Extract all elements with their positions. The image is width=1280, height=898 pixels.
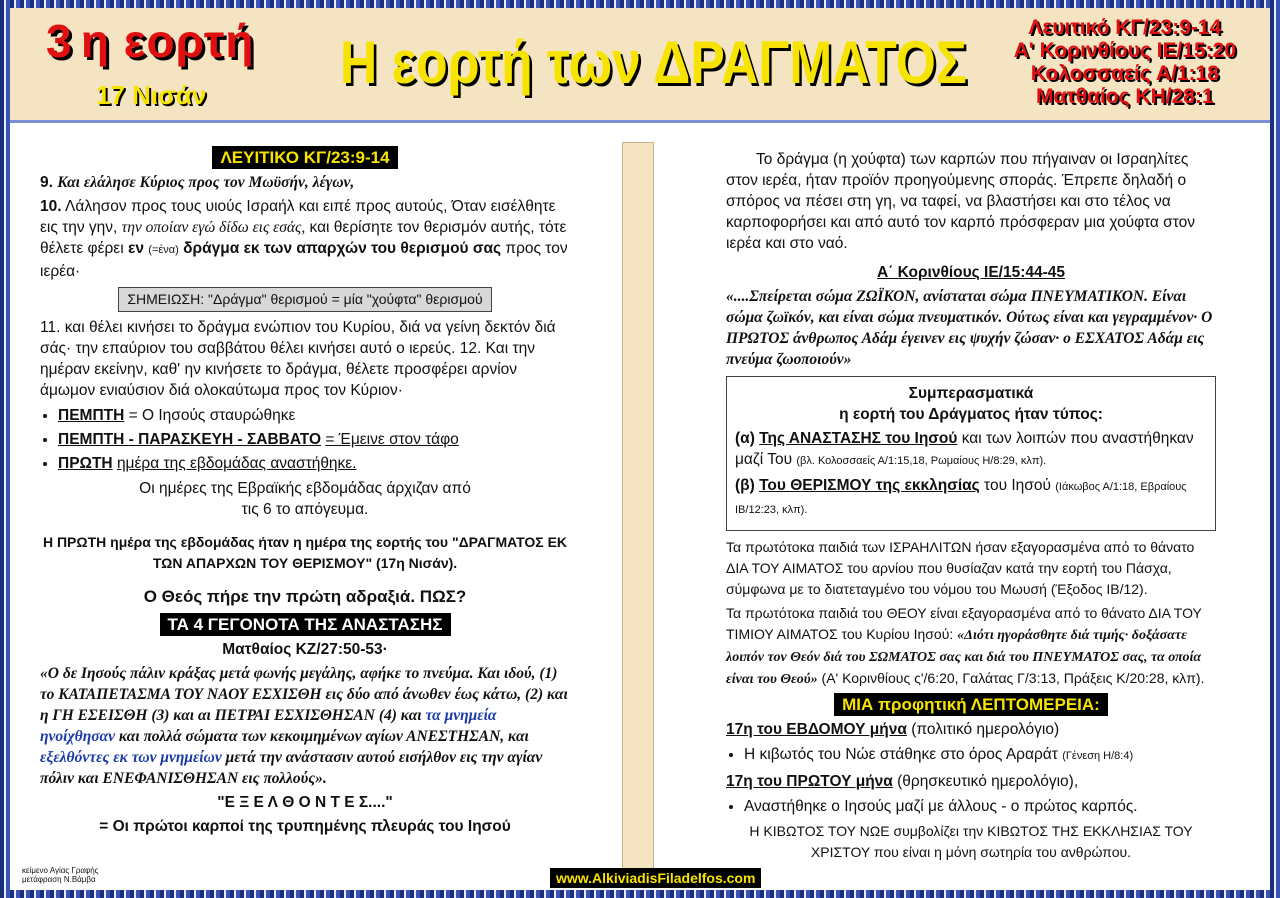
god-took: Ο Θεός πήρε την πρώτη αδραξιά. [143,587,416,606]
feast-suffix: η εορτή [80,15,255,67]
conclusion-a: (α) Της ΑΝΑΣΤΑΣΗΣ του Ιησού και των λοιπών που αναστήθηκαν μαζί Του (βλ. Κολοσσαείς Α/1:15,18, Ρωμαίους Η/8:29, κλπ). [735,430,1194,468]
seventh-month: 17η του ΕΒΔΟΜΟΥ μήνα (πολιτικό ημερολόγιο) [726,721,1060,738]
ref-line: Ματθαίος ΚΗ/28:1 [1035,85,1214,108]
days-list [40,405,570,474]
matthew-text: «Ο δε Ιησούς πάλιν κράξας μετά φωνής μεγάλης, αφήκε το πνεύμα. Και ιδού, (1) το ΚΑΤΑΠΕΤΑΣΜΑ ΤΟΥ ΝΑΟΥ ΕΣΧΙΣΘΗ εις δύο από άνωθεν έως κάτω, (2) και η ΓΗ ΕΣΕΙΣΘΗ (3) και αι ΠΕΤΡΑΙ ΕΣΧΙΣΘΗΣΑΝ (4) και τα μνημεία ηνοίχθησαν και πολλά σώματα των κεκοιμημένων αγίων ΑΝΕΣΤΗΣΑΝ, και εξελθόντες εκ των μνημείων μετά την ανάστασιν αυτού εισήλθον εις την αγίαν πόλιν και ΕΝΕΦΑΝΙΣΘΗΣΑΝ εις πολλούς». [40,665,568,787]
right-column [726,146,1216,866]
conclusion-title: Συμπερασματικά [908,385,1034,402]
firstborn-god: Τα πρωτότοκα παιδιά του ΘΕΟΥ είναι εξαγορασμένα από το θάνατο ΔΙΑ ΤΟΥ ΤΙΜΙΟΥ ΑΙΜΑΤΟΣ του Κυρίου Ιησού: «Διότι ηγοράσθητε διά τιμής· δοξάσατε λοιπόν τον Θεόν διά του ΣΩΜΑΤΟΣ σας και διά του ΠΝΕΥΜΑΤΟΣ σας, τα οποία είναι του Θεού» (Α' Κορινθίους ς'/6:20, Γαλάτας Γ/3:13, Πράξεις Κ/20:28, κλπ). [726,605,1205,687]
first-day-note: Η ΠΡΩΤΗ ημέρα της εβδομάδας ήταν η ημέρα της εορτής του "ΔΡΑΓΜΑΤΟΣ ΕΚ ΤΩΝ ΑΠΑΡΧΩΝ ΤΟΥ ΘΕΡΙΣΜΟΥ" (17η Νισάν). [42,534,568,571]
ref-line: Λευιτικό ΚΓ/23:9-14 [1028,16,1222,39]
document-page [10,8,1270,890]
leviticus-heading: ΛΕΥΙΤΙΚΟ ΚΓ/23:9-14 [212,146,397,169]
list-item: • ΠΕΜΠΤΗ = Ο Ιησούς σταυρώθηκε [58,405,570,426]
left-column: ΛΕΥΙΤΙΚΟ ΚΓ/23:9-14 9. Και ελάλησε Κύριος προς τον Μωϋσήν, λέγων, 10. Λάλησον προς τους υιούς Ισραήλ και ειπέ προς αυτούς, Όταν εισέλθητε εις την γην, την οποίαν εγώ δίδω εις εσάς, και θερίσητε τον θερισμόν αυτής, τότε θέλετε φέρει εν (=ένα) δράγμα εκ των απαρχών του θερισμού σας προς τον ιερέα· ΣΗΜΕΙΩΣΗ: "Δράγμα" θερισμού = μία "χούφτα" θερισμού 11. και θέλει κινήσει το δράγμα ενώπιον του Κυρίου, διά να γείνη δεκτόν διά σάς· την επαύριον του σαββάτου θέλει κινήσει αυτό ο ιερεύς. 12. Και την ημέραν εκείνην, καθ' ην κινήσετε το δράγμα, θέλετε προσφέρει αρνίον άμωμον ενιαύσιον διά ολοκαύτωμα προς τον Κύριον· • ΠΕΜΠΤΗ = Ο Ιησούς σταυρώθηκε • ΠΕΜΠΤΗ - ΠΑΡΑΣΚΕΥΗ - ΣΑΒΒΑΤΟ = Έμεινε στον τάφο • ΠΡΩΤΗ ημέρα της εβδομάδας αναστήθηκε. Οι ημέρες της Εβραϊκής εβδομάδας άρχιζαν από τις 6 το απόγευμα. Η ΠΡΩΤΗ ημέρα της εβδομάδας ήταν η ημέρα της εορτής του "ΔΡΑΓΜΑΤΟΣ ΕΚ ΤΩΝ ΑΠΑΡΧΩΝ ΤΟΥ ΘΕΡΙΣΜΟΥ" (17η Νισάν). Ο Θεός πήρε την πρώτη αδραξιά. ΠΩΣ? ΤΑ 4 ΓΕΓΟΝΟΤΑ ΤΗΣ ΑΝΑΣΤΑΣΗΣ Ματθαίος ΚΖ/27:50-53· «Ο δε Ιησούς πάλιν κράξας μετά φωνής μεγάλης, αφήκε το πνεύμα. Και ιδού, (1) το ΚΑΤΑΠΕΤΑΣΜΑ ΤΟΥ ΝΑΟΥ ΕΣΧΙΣΘΗ εις δύο από άνωθεν έως κάτω, (2) και η ΓΗ ΕΣΕΙΣΘΗ (3) και αι ΠΕΤΡΑΙ ΕΣΧΙΣΘΗΣΑΝ (4) και τα μνημεία ηνοίχθησαν και πολλά σώματα των κεκοιμημένων αγίων ΑΝΕΣΤΗΣΑΝ, και εξελθόντες εκ των μνημείων μετά την ανάστασιν αυτού εισήλθον εις την αγίαν πόλιν και ΕΝΕΦΑΝΙΣΘΗΣΑΝ εις πολλούς». "Ε Ξ Ε Λ Θ Ο Ν Τ Ε Σ...." = Οι πρώτοι καρποί της τρυπημένης πλευράς του Ιησού [40,146,570,840]
scripture-refs [1014,16,1236,108]
header [10,8,1270,123]
events-heading: ΤΑ 4 ΓΕΓΟΝΟΤΑ ΤΗΣ ΑΝΑΣΤΑΣΗΣ [160,613,451,636]
ref-line: Κολοσσαείς Α/1:18 [1030,62,1219,85]
conclusion-box [726,376,1216,531]
intro-text: Το δράγμα (η χούφτα) των καρπών που πήγαιναν οι Ισραηλίτες στον ιερέα, ήταν προϊόν προηγούμενης σποράς. Έπρεπε δηλαδή ο σπόρος να πέσει στη γη, να ταφεί, να βλαστήσει και στο τέλος να καρποφορήσει και από αυτό τον καρπό πρόσφεραν μια χούφτα στον ιερέα και στο ναό. [726,151,1196,252]
conclusion-subtitle: η εορτή του Δράγματος ήταν τύπος: [839,406,1103,423]
ref-line: Α' Κορινθίους ΙΕ/15:20 [1013,39,1236,62]
page-title: Η εορτή των ΔΡΑΓΜΑΤΟΣ [340,29,967,96]
translation-credit: κείμενο Αγίας Γραφής μετάφραση Ν.Βάμβα [22,866,99,884]
verse-9: Και ελάλησε Κύριος προς τον Μωϋσήν, λέγων, [57,174,355,191]
detail-heading: ΜΙΑ προφητική ΛΕΠΤΟΜΕΡΕΙΑ: [834,693,1108,716]
days-note: Οι ημέρες της Εβραϊκής εβδομάδας άρχιζαν από τις 6 το απόγευμα. [139,480,471,518]
first-month: 17η του ΠΡΩΤΟΥ μήνα (θρησκευτικό ημερολόγιο), [726,773,1079,790]
note-box: ΣΗΜΕΙΩΣΗ: "Δράγμα" θερισμού = μία "χούφτα" θερισμού [118,287,491,312]
how: ΠΩΣ? [419,587,467,606]
first-fruits: = Οι πρώτοι καρποί της τρυπημένης πλευράς του Ιησού [99,818,511,835]
list-item: • ΠΡΩΤΗ ημέρα της εβδομάδας αναστήθηκε. [58,453,570,474]
feast-date: 17 Νισάν [96,80,207,110]
ark-note: Η ΚΙΒΩΤΟΣ ΤΟΥ ΝΩΕ συμβολίζει την ΚΙΒΩΤΟΣ ΤΗΣ ΕΚΚΛΗΣΙΑΣ ΤΟΥ ΧΡΙΣΤΟΥ που είναι η μόνη σωτηρία του ανθρώπου. [749,823,1193,860]
matthew-ref: Ματθαίος ΚΖ/27:50-53· [222,641,388,658]
column-divider [622,142,654,869]
list-item: • ΠΕΜΠΤΗ - ΠΑΡΑΣΚΕΥΗ - ΣΑΒΒΑΤΟ = Έμεινε στον τάφο [58,429,570,450]
website-link[interactable]: www.AlkiviadisFiladelfos.com [550,868,761,888]
firstborn-israel: Τα πρωτότοκα παιδιά των ΙΣΡΑΗΛΙΤΩΝ ήσαν εξαγορασμένα από το θάνατο ΔΙΑ ΤΟΥ ΑΙΜΑΤΟΣ του αρνίου που θυσίαζαν κατά την εορτή του Πάσχα, σύμφωνα με το διατεταγμένο του νόμου του Μωυσή (Έξοδος ΙΒ/12). [726,539,1195,597]
feast-number: 3 η εορτή [46,15,255,67]
verse-10: 10. Λάλησον προς τους υιούς Ισραήλ και ειπέ προς αυτούς, Όταν εισέλθητε εις την γην, την οποίαν εγώ δίδω εις εσάς, και θερίσητε τον θερισμόν αυτής, τότε θέλετε φέρει εν (=ένα) δράγμα εκ των απαρχών του θερισμού σας προς τον ιερέα· [40,198,568,280]
list-item: • Η κιβωτός του Νώε στάθηκε στο όρος Αραράτ (Γένεση Η/8:4) [744,744,1216,767]
verse-11-12: 11. και θέλει κινήσει το δράγμα ενώπιον του Κυρίου, διά να γείνη δεκτόν διά σάς· την επαύριον του σαββάτου θέλει κινήσει αυτό ο ιερεύς. 12. Και την ημέραν εκείνην, καθ' ην κινήσετε το δράγμα, θέλετε προσφέρει αρνίον άμωμον ενιαύσιον διά ολοκαύτωμα προς τον Κύριον· [40,319,556,399]
corinthians-text: «....Σπείρεται σώμα ΖΩΪΚΟΝ, ανίσταται σώμα ΠΝΕΥΜΑΤΙΚΟΝ. Είναι σώμα ζωϊκόν, και είναι σώμα πνευματικόν. Ούτως είναι και γεγραμμένον· Ο ΠΡΩΤΟΣ άνθρωπος Αδάμ έγεινεν εις ψυχήν ζώσαν· ο ΕΣΧΑΤΟΣ Αδάμ εις πνεύμα ζωοποιούν» [726,288,1213,368]
corinthians-ref: Α΄ Κορινθίους ΙΕ/15:44-45 [876,264,1066,281]
exelthontes: "Ε Ξ Ε Λ Θ Ο Ν Τ Ε Σ...." [217,794,393,811]
list-item: • Αναστήθηκε ο Ιησούς μαζί με άλλους - ο πρώτος καρπός. [744,796,1216,817]
conclusion-b: (β) Του ΘΕΡΙΣΜΟΥ της εκκλησίας του Ιησού (Ιάκωβος Α/1:18, Εβραίους ΙΒ/12:23, κλπ). [735,477,1187,516]
